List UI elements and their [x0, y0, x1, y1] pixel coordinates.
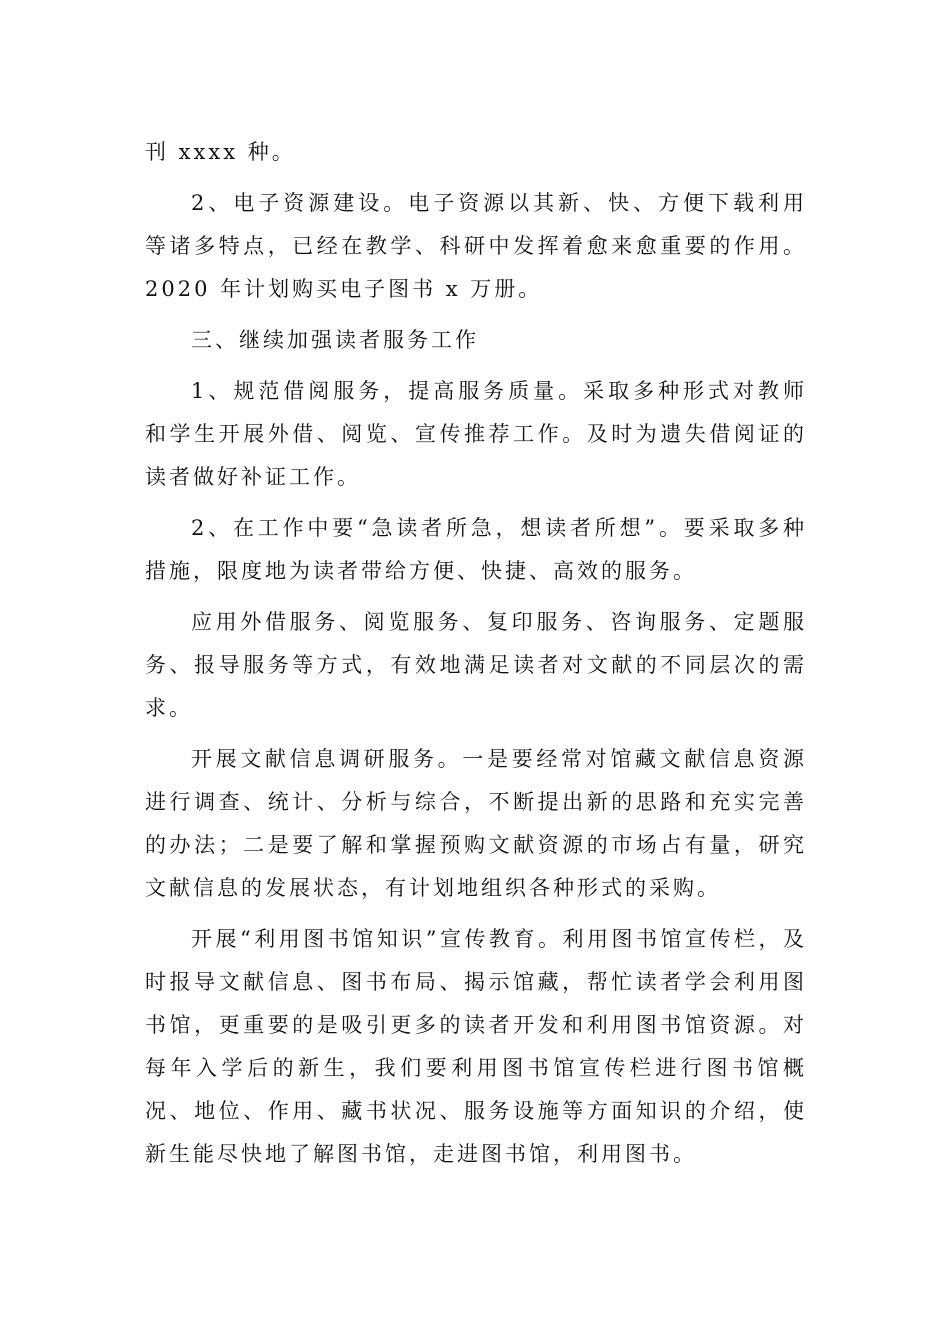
paragraph-reader-needs: 2、在工作中要“急读者所急，想读者所想”。要采取多种措施，限度地为读者带给方便、快捷、高效的服务。	[145, 516, 807, 583]
paragraph-library-education: 开展“利用图书馆知识”宣传教育。利用图书馆宣传栏，及时报导文献信息、图书布局、揭示馆藏，帮忙读者学会利用图书馆，更重要的是吸引更多的读者开发和利用图书馆资源。对每年入学后的新生，我们要利用图书馆宣传栏进行图书馆概况、地位、作用、藏书状况、服务设施等方面知识的介绍，使新生能尽快地了解图书馆，走进图书馆，利用图书。	[145, 927, 807, 1166]
paragraph-electronic-resources: 2、电子资源建设。电子资源以其新、快、方便下载利用等诸多特点，已经在教学、科研中发挥着愈来愈重要的作用。2020 年计划购买电子图书 x 万册。	[145, 191, 807, 301]
section-heading-reader-services: 三、继续加强读者服务工作	[191, 328, 479, 352]
paragraph-service-methods: 应用外借服务、阅览服务、复印服务、咨询服务、定题服务、报导服务等方式，有效地满足读者对文献的不同层次的需求。	[145, 610, 807, 720]
paragraph-lending-service: 1、规范借阅服务，提高服务质量。采取多种形式对教师和学生开展外借、阅览、宣传推荐工作。及时为遗失借阅证的读者做好补证工作。	[145, 379, 807, 489]
paragraph-continuation: 刊 xxxx 种。	[145, 140, 296, 164]
document-body	[145, 131, 807, 1176]
paragraph-research-service: 开展文献信息调研服务。一是要经常对馆藏文献信息资源进行调查、统计、分析与综合，不断提出新的思路和充实完善的办法；二是要了解和掌握预购文献资源的市场占有量，研究文献信息的发展状态，有计划地组织各种形式的采购。	[145, 747, 807, 900]
